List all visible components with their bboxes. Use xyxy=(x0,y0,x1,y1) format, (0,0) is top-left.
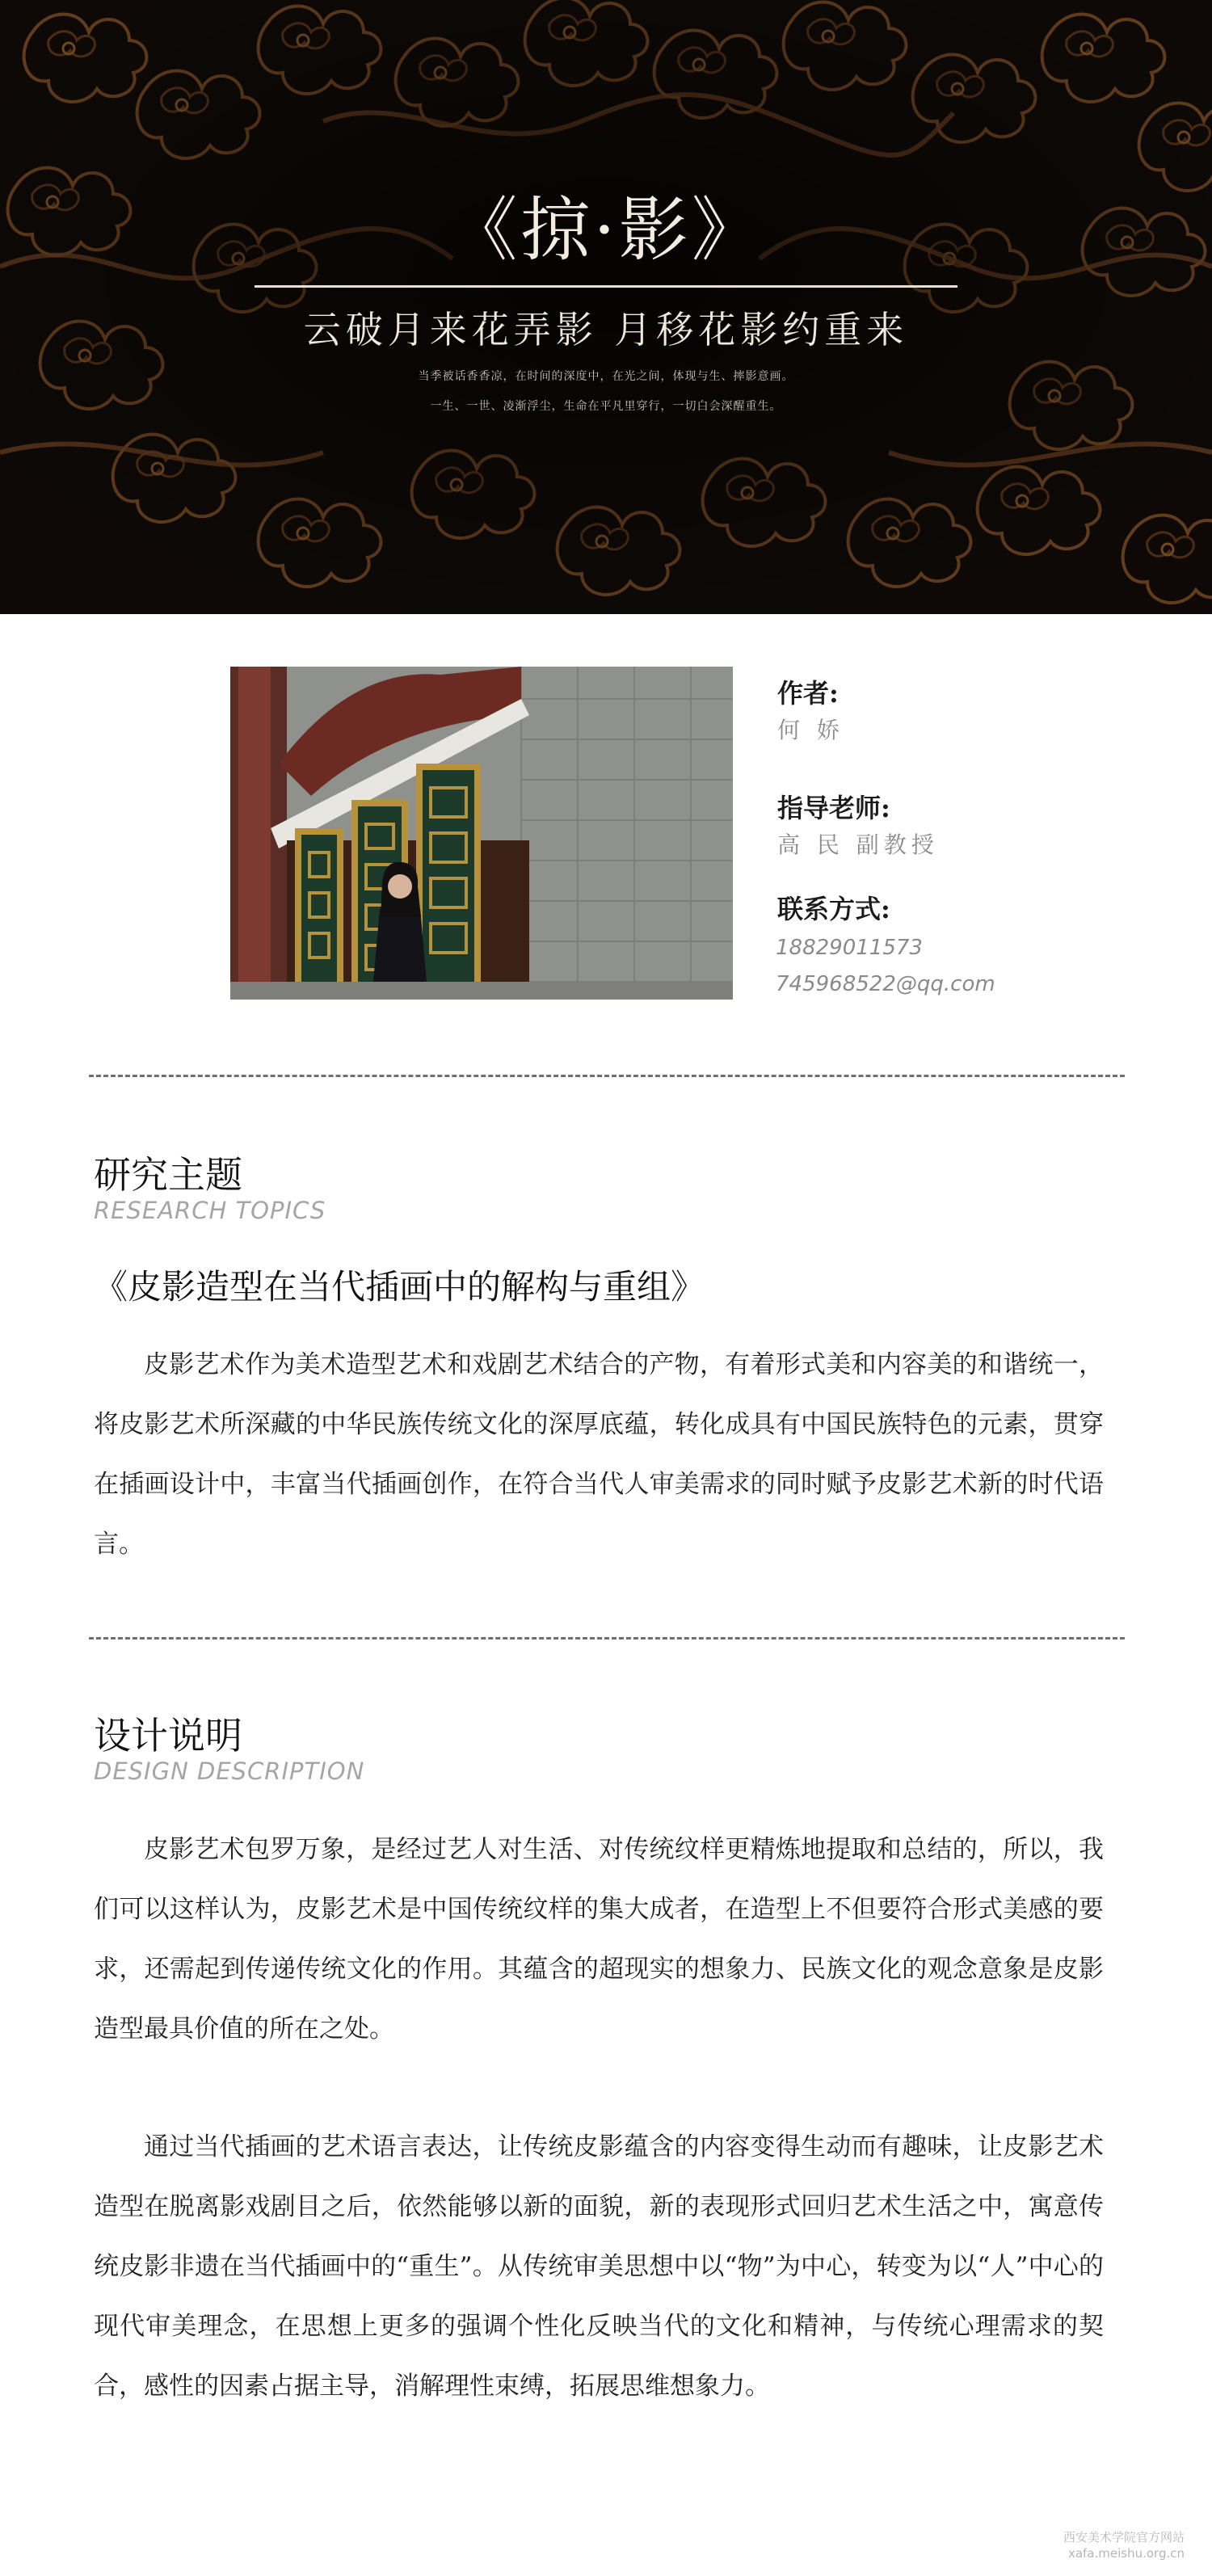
advisor-name: 高 民 副教授 xyxy=(777,831,939,858)
section-divider xyxy=(89,1637,1125,1639)
research-paragraph: 皮影艺术作为美术造型艺术和戏剧艺术结合的产物，有着形式美和内容美的和谐统一，将皮影艺术所深藏的中华民族传统文化的深厚底蕴，转化成具有中国民族特色的元素，贯穿在插画设计中，丰富当代插画创作，在符合当代人审美需求的同时赋予皮影艺术新的时代语言。 xyxy=(94,1350,1104,1559)
watermark-line-1: 西安美术学院官方网站 xyxy=(1063,2530,1185,2544)
banner-small-text-1: 当季被话香香凉，在时间的深度中，在光之间，体现与生、摔影意画。 xyxy=(418,370,794,383)
watermark-line-2: xafa.meishu.org.cn xyxy=(1067,2546,1185,2561)
research-topic-title: 《皮影造型在当代插画中的解构与重组》 xyxy=(94,1267,705,1307)
design-section-title-en: DESIGN DESCRIPTION xyxy=(94,1757,365,1785)
research-section-title-en: RESEARCH TOPICS xyxy=(94,1197,326,1224)
contact-label: 联系方式: xyxy=(777,894,890,924)
author-name: 何 娇 xyxy=(777,717,844,743)
author-label: 作者: xyxy=(777,678,839,709)
design-paragraph-2: 通过当代插画的艺术语言表达，让传统皮影蕴含的内容变得生动而有趣味，让皮影艺术造型在脱离影戏剧目之后，依然能够以新的面貌，新的表现形式回归艺术生活之中，寓意传统皮影非遗在当代插画中的“重生”。从传统审美思想中以“物”为中心，转变为以“人”中心的现代审美理念，在思想上更多的强调个性化反映当代的文化和精神，与传统心理需求的契合，感性的因素占据主导，消解理性束缚，拓展思维想象力。 xyxy=(94,2132,1104,2401)
advisor-label: 指导老师: xyxy=(777,793,890,823)
header-banner xyxy=(0,0,1212,614)
design-section-title: 设计说明 xyxy=(94,1714,242,1757)
banner-title: 《掠·影》 xyxy=(448,190,764,271)
research-section-title: 研究主题 xyxy=(94,1153,242,1197)
author-photo xyxy=(230,667,733,1000)
section-divider xyxy=(89,1075,1125,1077)
site-watermark xyxy=(1063,2529,1185,2561)
design-paragraph-1: 皮影艺术包罗万象，是经过艺人对生活、对传统纹样更精炼地提取和总结的，所以，我们可以这样认为，皮影艺术是中国传统纹样的集大成者，在造型上不但要符合形式美感的要求，还需起到传递传统文化的作用。其蕴含的超现实的想象力、民族文化的观念意象是皮影造型最具价值的所在之处。 xyxy=(94,1835,1104,2044)
contact-email: 745968522@qq.com xyxy=(776,972,995,996)
banner-subtitle: 云破月来花弄影 月移花影约重来 xyxy=(303,308,909,351)
contact-phone: 18829011573 xyxy=(776,936,923,960)
banner-title-rule xyxy=(255,285,957,288)
banner-small-text-2: 一生、一世、凌渐浮尘，生命在平凡里穿行，一切白会深醒重生。 xyxy=(430,400,782,413)
